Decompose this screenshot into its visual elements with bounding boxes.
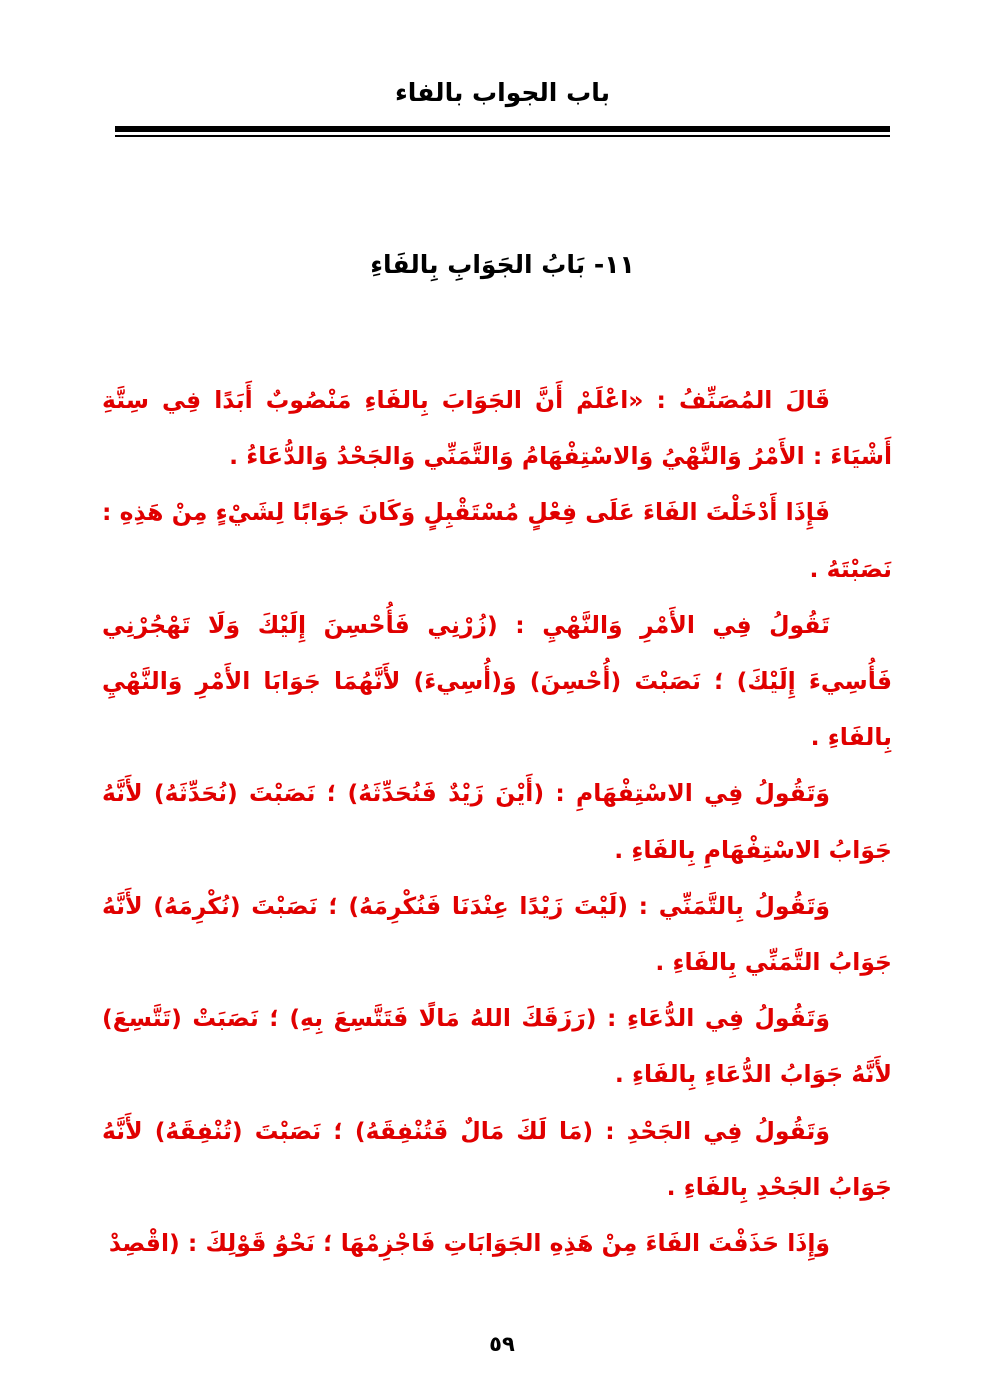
header-rule-thick bbox=[115, 126, 890, 132]
body-text bbox=[102, 372, 892, 1271]
paragraph: وَتَقُولُ بِالتَّمَنِّي : (لَيْتَ زَيْدًا عِنْدَنَا فَنُكْرِمَهُ) ؛ نَصَبْتَ (نُكْرِمَهُ) لأَنَّهُ جَوَابُ التَّمَنِّي بِالفَاءِ . bbox=[102, 891, 892, 977]
paragraph: فَإِذَا أَدْخَلْتَ الفَاءَ عَلَى فِعْلٍ مُسْتَقْبِلٍ وَكَانَ جَوَابًا لِشَيْءٍ مِنْ هَذِهِ : نَصَبْتَهُ . bbox=[102, 498, 892, 583]
paragraph: وَإِذَا حَذَفْتَ الفَاءَ مِنْ هَذِهِ الجَوَابَاتِ فَاجْزِمْهَا ؛ نَحْوُ قَوْلِكَ : (اقْصِدْ bbox=[108, 1229, 830, 1258]
chapter-title: ١١- بَابُ الجَوَابِ بِالفَاءِ bbox=[370, 250, 635, 279]
paragraph: قَالَ المُصَنِّفُ : «اعْلَمْ أَنَّ الجَوَابَ بِالفَاءِ مَنْصُوبٌ أَبَدًا فِي سِتَّةِ أَشْيَاءَ : الأَمْرُ وَالنَّهْيُ وَالاسْتِفْهَامُ وَالتَّمَنِّي وَالجَحْدُ وَالدُّعَاءُ . bbox=[102, 386, 892, 471]
running-header-title: باب الجواب بالفاء bbox=[395, 78, 610, 107]
paragraph: وَتَقُولُ فِي الدُّعَاءِ : (رَزَقَكَ اللهُ مَالًا فَتَتَّسِعَ بِهِ) ؛ نَصَبَتْ (تَتَّسِعَ) لأَنَّهُ جَوَابُ الدُّعَاءِ بِالفَاءِ . bbox=[102, 1004, 892, 1089]
header-rule-thin bbox=[115, 135, 890, 137]
paragraph: وَتَقُولُ فِي الجَحْدِ : (مَا لَكَ مَالٌ فَتُنْفِقَهُ) ؛ نَصَبْتَ (تُنْفِقَهُ) لأَنَّهُ جَوَابُ الجَحْدِ بِالفَاءِ . bbox=[102, 1116, 892, 1201]
paragraph: تَقُولُ فِي الأَمْرِ وَالنَّهْيِ : (زُرْنِي فَأُحْسِنَ إِلَيْكَ وَلَا تَهْجُرْنِي فَأُسِيءَ إِلَيْكَ) ؛ نَصَبْتَ (أُحْسِنَ) وَ(أُسِيءَ) لأَنَّهُمَا جَوَابَا الأَمْرِ وَالنَّهْيِ بِالفَاءِ . bbox=[102, 610, 892, 752]
page-number: ٥٩ bbox=[489, 1332, 515, 1356]
paragraph: وَتَقُولُ فِي الاسْتِفْهَامِ : (أَيْنَ زَيْدٌ فَنُحَدِّثَهُ) ؛ نَصَبْتَ (نُحَدِّثَهُ) لأَنَّهُ جَوَابُ الاسْتِفْهَامِ بِالفَاءِ . bbox=[102, 779, 892, 864]
